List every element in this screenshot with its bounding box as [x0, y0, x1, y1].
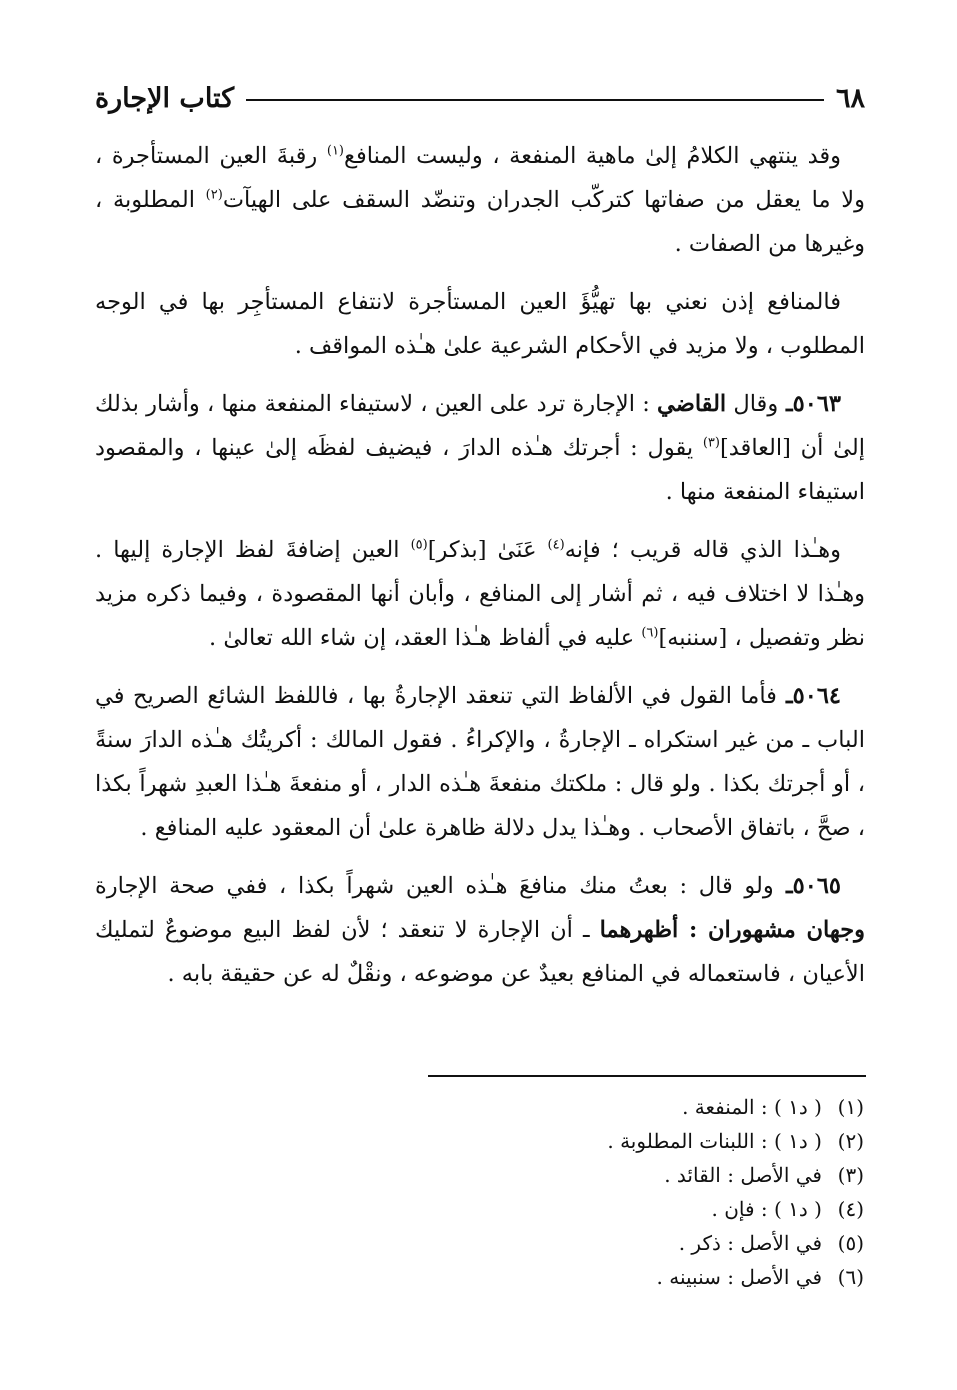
paragraph-text: وقد ينتهي الكلامُ إلىٰ ماهية المنفعة ، وليست المنافع — [344, 143, 841, 169]
paragraph — [95, 528, 865, 660]
footnote-marker: (٦) — [641, 625, 659, 641]
paragraph-text: وهـٰذا الذي قاله قريب ؛ فإنه — [564, 537, 841, 563]
paragraph-text: فأما القول في الألفاظ التي تنعقد الإجارةُ بها ، فاللفظ الشائع الصريح في الباب ـ من غير استكراه ـ الإجارةُ ، والإكراءُ . فقول المالك : أكريتُك هـٰذه الدارَ سنةً ، أو أجرتك بكذا . ولو قال : ملكتك منفعةَ هـٰذه الدار ، أو منفعةَ هـٰذا العبدِ شهراً بكذا ، صحَّ ، باتفاق الأصحاب . وهـٰذا يدل دلالة ظاهرة علىٰ أن المعقود عليه المنافع . — [95, 683, 865, 841]
paragraph-text: وقال — [726, 391, 779, 417]
paragraph-text: العين إضافةَ لفظ الإجارة إليها . وهـٰذا لا اختلاف فيه ، ثم أشار إلى المنافع ، وأبان أنها المقصودة ، وفيما ذكره مزيد نظر وتفصيل ، [سننبه] — [95, 537, 865, 651]
footnote-item — [364, 1124, 864, 1158]
page — [95, 78, 865, 1010]
footnote-text: ( د١ ) : اللبنات المطلوبة . — [607, 1129, 822, 1153]
footnote-text: في الأصل : القائد . — [664, 1163, 822, 1187]
footnote-number: (٦) — [837, 1265, 864, 1289]
footnote-separator — [428, 1075, 866, 1077]
section-number: ٥٠٦٣ـ — [778, 391, 841, 417]
paragraph-text: يقول : أجرتك هـٰذه الدارَ ، فيضيف لفظَه إلىٰ عينها ، والمقصود استيفاء المنفعة منها . — [95, 435, 865, 505]
footnote-text: ( د١ ) : المنفعة . — [682, 1095, 822, 1119]
footnote-item — [364, 1090, 864, 1124]
paragraph-text: : الإجارة ترد على العين ، لاستيفاء المنفعة منها ، وأشار بذلك إلىٰ أن [العاقد] — [95, 391, 865, 461]
page-number: ٦٨ — [835, 82, 865, 114]
footnote-text: في الأصل : ذكر . — [678, 1231, 822, 1255]
paragraph-text: عَنَىٰ [بذكر] — [427, 537, 548, 563]
footnote-text: ( د١ ) : فإن . — [711, 1197, 822, 1221]
paragraph-text: المطلوبة ، وغيرها من الصفات . — [95, 187, 865, 257]
footnote-marker: (٣) — [702, 435, 720, 451]
footnote-number: (١) — [837, 1095, 864, 1119]
paragraph — [95, 674, 865, 850]
section-number: ٥٠٦٥ـ — [773, 873, 841, 899]
footnotes — [364, 1090, 864, 1294]
paragraph — [95, 280, 865, 368]
book-title: كتاب الإجارة — [95, 82, 235, 114]
bold-text: وجهان مشهوران : أظهرهما — [599, 917, 865, 943]
paragraph-text: رقبةَ العين المستأجرة ، ولا ما يعقل من صفاتها كتركّب الجدران وتنضّد السقف على الهيآت — [95, 143, 865, 213]
footnote-text: في الأصل : سنبينه . — [656, 1265, 822, 1289]
footnote-item — [364, 1226, 864, 1260]
paragraph — [95, 864, 865, 996]
footnote-item — [364, 1192, 864, 1226]
paragraph-text: عليه في ألفاظ هـٰذا العقد، إن شاء الله تعالىٰ . — [209, 625, 642, 651]
bold-text: القاضي — [656, 391, 727, 417]
body-text — [95, 134, 865, 996]
section-number: ٥٠٦٤ـ — [776, 683, 841, 709]
footnote-item — [364, 1260, 864, 1294]
footnote-number: (٥) — [837, 1231, 864, 1255]
footnote-marker: (٥) — [410, 537, 428, 553]
footnote-number: (٣) — [837, 1163, 864, 1187]
footnote-marker: (٢) — [205, 187, 223, 203]
header-rule — [246, 99, 824, 101]
footnote-marker: (١) — [326, 143, 344, 159]
footnote-marker: (٤) — [547, 537, 565, 553]
footnote-number: (٤) — [837, 1197, 864, 1221]
footnote-item — [364, 1158, 864, 1192]
footnote-number: (٢) — [837, 1129, 864, 1153]
paragraph — [95, 134, 865, 266]
page-header — [95, 78, 865, 118]
paragraph-text: ـ أن الإجارة لا تنعقد ؛ لأن لفظ البيع موضوعٌ لتمليك الأعيان ، فاستعماله في المنافع بعيدٌ عن موضوعه ، ونقْلٌ له عن حقيقة بابه . — [95, 917, 865, 987]
paragraph — [95, 382, 865, 514]
paragraph-text: ولو قال : بعتُ منك منافعَ هـٰذه العين شهراً بكذا ، ففي صحة الإجارة — [95, 873, 774, 899]
paragraph-text: فالمنافع إذن نعني بها تهيُّؤَ العين المستأجرة لانتفاع المستأجِر بها في الوجه المطلوب ، ولا مزيد في الأحكام الشرعية علىٰ هـٰذه المواقف . — [95, 289, 865, 359]
